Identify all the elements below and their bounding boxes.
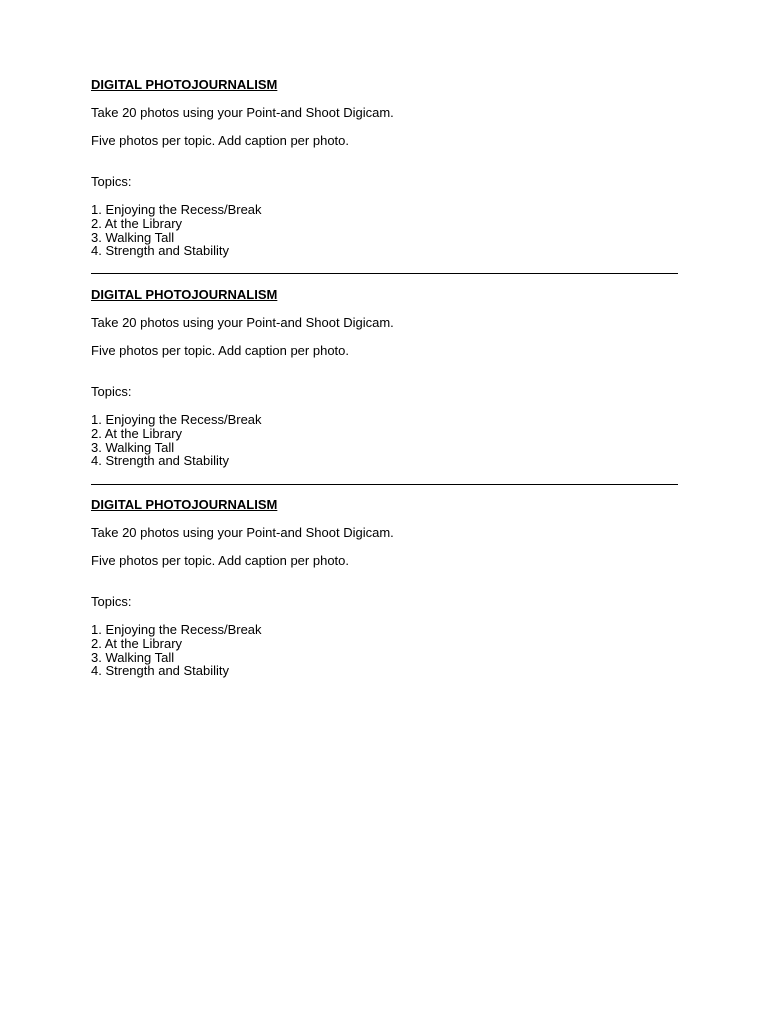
topic-list (91, 203, 262, 258)
section-heading: DIGITAL PHOTOJOURNALISM (91, 287, 278, 302)
topic-item: 1. Enjoying the Recess/Break (91, 202, 262, 217)
topic-item: 2. At the Library (91, 635, 183, 651)
topics-label: Topics: (91, 174, 132, 189)
topic-item: 4. Strength and Stability (91, 453, 230, 469)
detail-text: Five photos per topic. Add caption per photo. (91, 133, 350, 148)
topic-item: 2. At the Library (91, 215, 183, 231)
detail-text: Five photos per topic. Add caption per photo. (91, 343, 350, 358)
topic-list (91, 623, 262, 678)
topic-item: 3. Walking Tall (91, 229, 175, 245)
topic-item: 1. Enjoying the Recess/Break (91, 622, 262, 637)
section-heading: DIGITAL PHOTOJOURNALISM (91, 497, 278, 512)
assignment-section-1 (91, 78, 678, 278)
topic-item: 4. Strength and Stability (91, 663, 230, 679)
topic-item: 2. At the Library (91, 425, 183, 441)
instruction-text: Take 20 photos using your Point-and Shoot Digicam. (91, 525, 394, 540)
detail-text: Five photos per topic. Add caption per photo. (91, 553, 350, 568)
topics-label: Topics: (91, 594, 132, 609)
instruction-text: Take 20 photos using your Point-and Shoot Digicam. (91, 315, 394, 330)
assignment-section-2 (91, 288, 678, 488)
topic-list (91, 413, 262, 468)
instruction-text: Take 20 photos using your Point-and Shoot Digicam. (91, 105, 394, 120)
topics-label: Topics: (91, 384, 132, 399)
assignment-section-3 (91, 498, 678, 698)
section-heading: DIGITAL PHOTOJOURNALISM (91, 77, 278, 92)
section-divider-1 (91, 273, 678, 274)
topic-item: 3. Walking Tall (91, 649, 175, 665)
topic-item: 4. Strength and Stability (91, 243, 230, 259)
topic-item: 1. Enjoying the Recess/Break (91, 412, 262, 427)
section-divider-2 (91, 484, 678, 485)
topic-item: 3. Walking Tall (91, 439, 175, 455)
